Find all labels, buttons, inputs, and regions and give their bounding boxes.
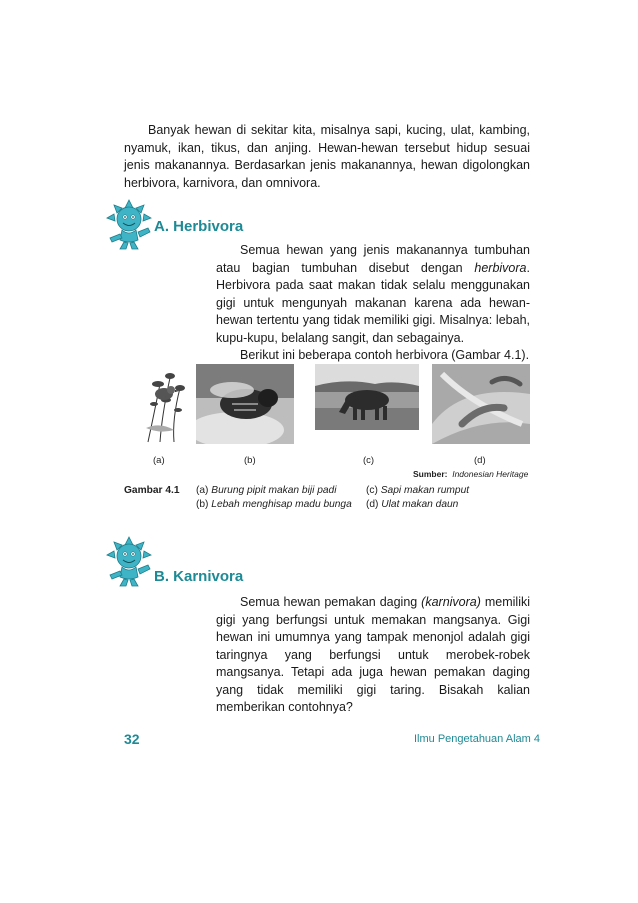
- photo-d-caterpillar: [432, 364, 530, 444]
- figure-source: Sumber: Indonesian Heritage: [413, 469, 529, 479]
- photo-b-bee: [196, 364, 294, 444]
- section-b-text: Semua hewan pemakan daging (karnivora) memiliki gigi yang berfungsi untuk memakan mangsanya. Gigi hewan ini umumnya yang tampak menonjol adalah gigi taringnya yang berfungsi untuk merobek-robek mangsanya. Tetapi ada juga hewan pemakan daging yang tidak memiliki gigi taring. Bisakah kalian memberikan contohnya?: [216, 595, 530, 714]
- figure-caption-item-c: (c) Sapi makan rumput: [366, 485, 470, 496]
- figure-label-b: (b): [244, 455, 256, 466]
- sun-mascot-icon: [104, 198, 154, 250]
- section-a-title: A. Herbivora: [154, 218, 244, 235]
- figure-caption-item-a: (a) Burung pipit makan biji padi: [196, 485, 337, 496]
- karnivora-term: (karnivora): [421, 595, 481, 609]
- figure-caption-label: Gambar 4.1: [124, 485, 180, 496]
- figure-label-a: (a): [153, 455, 165, 466]
- page-number: 32: [124, 731, 140, 747]
- section-b-title: B. Karnivora: [154, 568, 244, 585]
- sun-mascot-icon: [104, 535, 154, 587]
- figure-label-c: (c): [363, 455, 375, 466]
- figure-caption-item-b: (b) Lebah menghisap madu bunga: [196, 499, 352, 510]
- book-title: Ilmu Pengetahuan Alam 4: [414, 733, 540, 745]
- intro-paragraph: Banyak hewan di sekitar kita, misalnya sapi, kucing, ulat, kambing, nyamuk, ikan, tikus, dan anjing. Hewan-hewan tersebut hidup sesuai jenis makanannya. Berdasarkan jenis makanannya, hewan digolongkan herbivora, karnivora, dan omnivora.: [124, 123, 530, 190]
- photo-a-sparrow: [140, 364, 190, 444]
- herbivora-term: herbivora: [474, 260, 527, 275]
- section-a-text: Semua hewan yang jenis makanannya tumbuhan atau bagian tumbuhan disebut dengan herbivora. Herbivora pada saat makan tidak selalu menggunakan gigi untuk mengunyah makanan karena ada hewan-hewan tertentu yang tidak memiliki gigi. Misalnya: lebah, kupu-kupu, belalang sangit, dan sebagainya. Berikut ini beberapa contoh herbivora (Gambar 4.1).: [216, 243, 530, 362]
- figure-caption-item-d: (d) Ulat makan daun: [366, 499, 459, 510]
- photo-c-cow: [315, 364, 419, 430]
- figure-label-d: (d): [474, 455, 486, 466]
